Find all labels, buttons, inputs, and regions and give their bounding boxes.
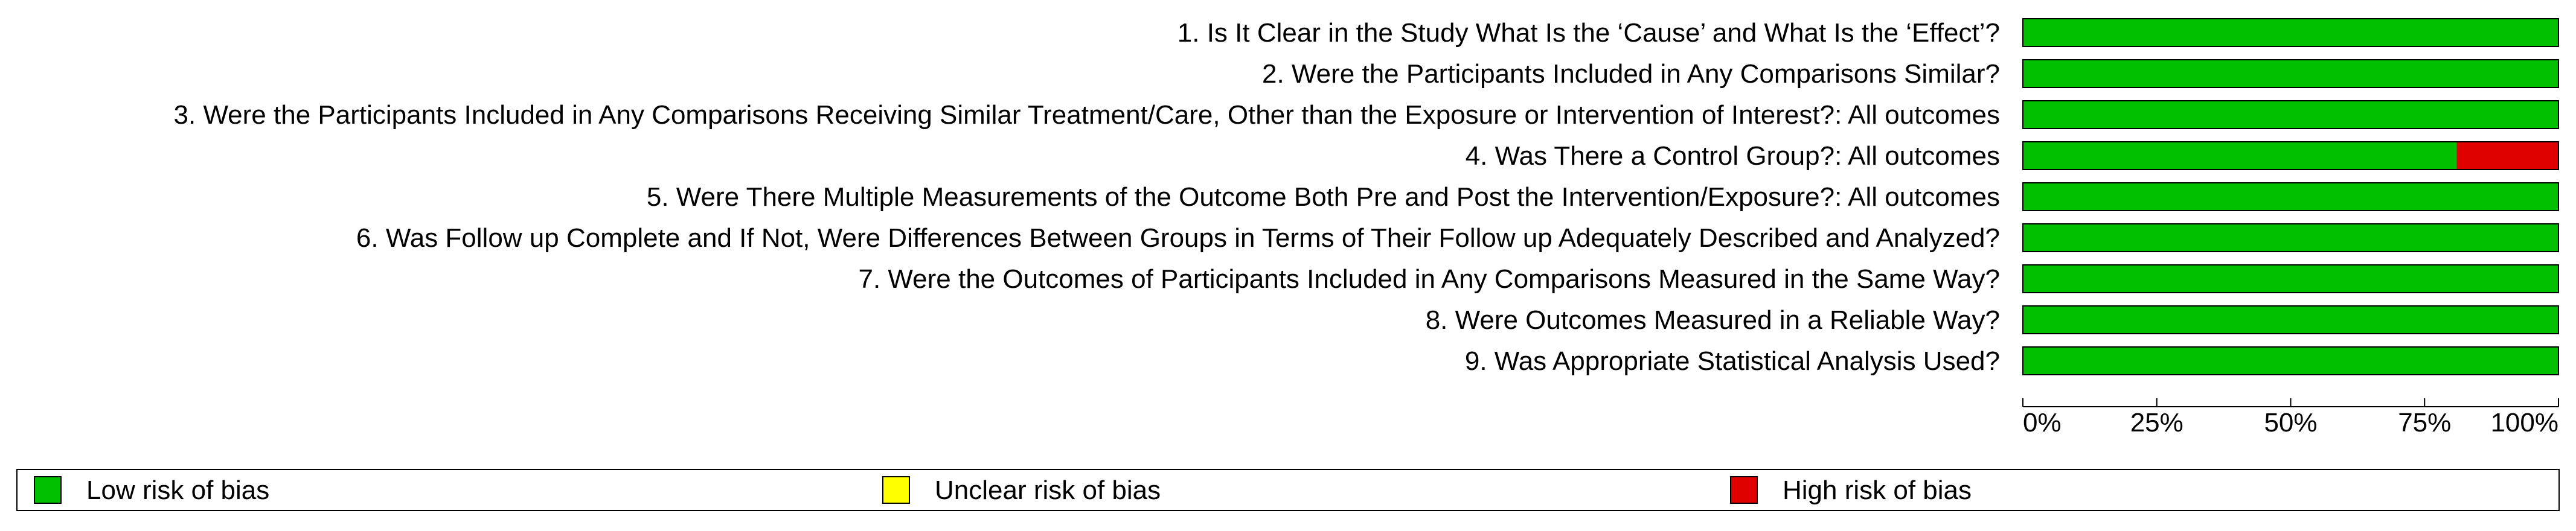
- category-label: 9. Was Appropriate Statistical Analysis Used?: [1464, 346, 2000, 376]
- bar-segment-high-risk-of-bias: [2456, 142, 2558, 170]
- legend-swatch: [34, 477, 61, 503]
- x-tick-label: 75%: [2398, 408, 2452, 437]
- category-label: 3. Were the Participants Included in Any Comparisons Receiving Similar Treatment/Care, Other than the Exposure or Intervention of Interest?: All outcomes: [173, 100, 2000, 130]
- category-label: 6. Was Follow up Complete and If Not, Were Differences Between Groups in Terms of Their Follow up Adequately Described and Analyzed?: [356, 223, 2000, 253]
- legend-label: High risk of bias: [1783, 475, 1972, 505]
- x-axis: [2023, 398, 2558, 437]
- legend-label: Unclear risk of bias: [935, 475, 1161, 505]
- bar-segment-low-risk-of-bias: [2023, 306, 2558, 334]
- legend-box: [17, 469, 2559, 510]
- bar-segment-low-risk-of-bias: [2023, 101, 2558, 129]
- x-tick-label: 25%: [2130, 408, 2184, 437]
- bar-segment-low-risk-of-bias: [2023, 60, 2558, 87]
- legend-swatch: [1731, 477, 1757, 503]
- category-label: 5. Were There Multiple Measurements of the Outcome Both Pre and Post the Intervention/Exposure?: All outcomes: [646, 182, 2000, 212]
- category-label: 2. Were the Participants Included in Any Comparisons Similar?: [1262, 59, 2000, 89]
- bars: [2023, 19, 2558, 375]
- bar-segment-low-risk-of-bias: [2023, 347, 2558, 375]
- legend-label: Low risk of bias: [86, 475, 270, 505]
- x-tick-label: 50%: [2264, 408, 2318, 437]
- category-label: 7. Were the Outcomes of Participants Included in Any Comparisons Measured in the Same Way?: [858, 264, 2000, 294]
- bar-segment-low-risk-of-bias: [2023, 183, 2558, 211]
- x-tick-label: 100%: [2490, 408, 2558, 437]
- category-label: 8. Were Outcomes Measured in a Reliable Way?: [1425, 305, 2000, 335]
- category-label: 1. Is It Clear in the Study What Is the ‘Cause’ and What Is the ‘Effect’?: [1177, 18, 2000, 48]
- category-label: 4. Was There a Control Group?: All outcomes: [1465, 141, 2000, 171]
- bar-segment-low-risk-of-bias: [2023, 224, 2558, 252]
- bar-segment-low-risk-of-bias: [2023, 19, 2558, 46]
- legend-swatch: [883, 477, 909, 503]
- category-labels: [174, 18, 2000, 376]
- bar-segment-low-risk-of-bias: [2023, 142, 2456, 170]
- bar-segment-low-risk-of-bias: [2023, 265, 2558, 293]
- x-tick-label: 0%: [2023, 408, 2062, 437]
- legend: [17, 469, 2559, 510]
